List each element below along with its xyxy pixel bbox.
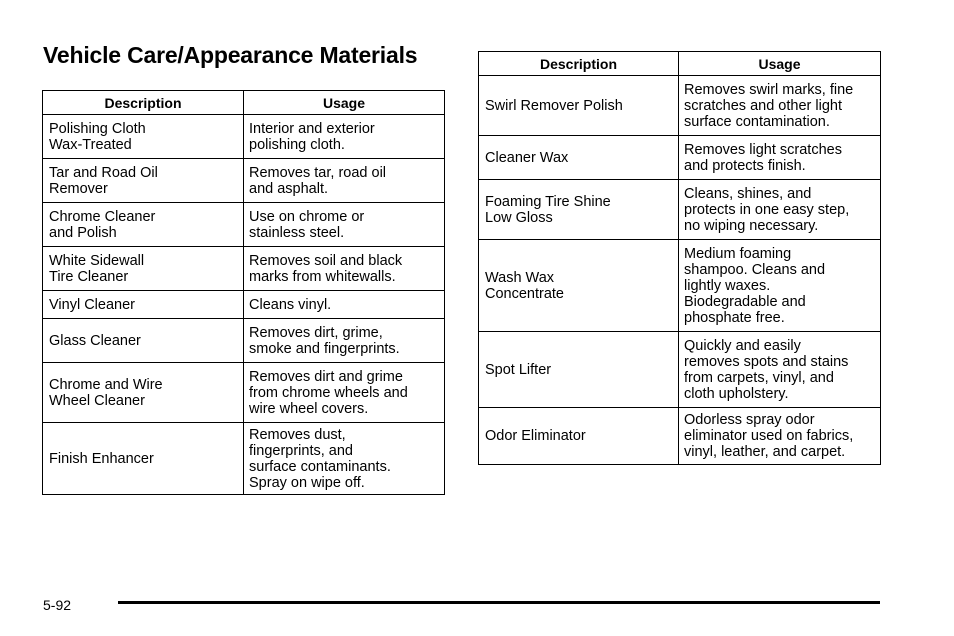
description-cell: Spot Lifter <box>479 332 679 408</box>
table-row <box>43 115 445 159</box>
usage-cell: Use on chrome or stainless steel. <box>244 203 445 247</box>
table-row <box>43 319 445 363</box>
table-row <box>479 76 881 136</box>
description-column-header: Description <box>479 52 679 76</box>
footer-rule <box>118 601 880 604</box>
page-number: 5-92 <box>43 597 72 613</box>
description-cell: White Sidewall Tire Cleaner <box>43 247 244 291</box>
description-cell: Foaming Tire Shine Low Gloss <box>479 180 679 240</box>
table-row <box>43 291 445 319</box>
usage-cell: Removes swirl marks, fine scratches and other light surface contamination. <box>679 76 881 136</box>
table-row <box>43 247 445 291</box>
usage-cell: Cleans vinyl. <box>244 291 445 319</box>
usage-cell: Removes soil and black marks from whitewalls. <box>244 247 445 291</box>
description-cell: Tar and Road Oil Remover <box>43 159 244 203</box>
table-row <box>479 408 881 465</box>
description-cell: Polishing Cloth Wax-Treated <box>43 115 244 159</box>
table-row <box>479 332 881 408</box>
description-cell: Chrome and Wire Wheel Cleaner <box>43 363 244 423</box>
usage-cell: Removes light scratches and protects finish. <box>679 136 881 180</box>
description-cell: Wash Wax Concentrate <box>479 240 679 332</box>
table-row <box>479 180 881 240</box>
description-cell: Finish Enhancer <box>43 423 244 495</box>
usage-column-header: Usage <box>679 52 881 76</box>
materials-table-left <box>42 90 445 495</box>
description-cell: Odor Eliminator <box>479 408 679 465</box>
usage-cell: Interior and exterior polishing cloth. <box>244 115 445 159</box>
table-row <box>479 240 881 332</box>
usage-cell: Medium foaming shampoo. Cleans and lightly waxes. Biodegradable and phosphate free. <box>679 240 881 332</box>
usage-column-header: Usage <box>244 91 445 115</box>
table-row <box>479 136 881 180</box>
table-header-row <box>43 91 445 115</box>
page-title: Vehicle Care/Appearance Materials <box>43 42 418 68</box>
usage-cell: Removes tar, road oil and asphalt. <box>244 159 445 203</box>
usage-cell: Quickly and easily removes spots and stains from carpets, vinyl, and cloth upholstery. <box>679 332 881 408</box>
usage-cell: Cleans, shines, and protects in one easy step, no wiping necessary. <box>679 180 881 240</box>
materials-table-right <box>478 51 881 465</box>
usage-cell: Removes dirt and grime from chrome wheels and wire wheel covers. <box>244 363 445 423</box>
table-row <box>43 423 445 495</box>
usage-cell: Removes dust, fingerprints, and surface contaminants. Spray on wipe off. <box>244 423 445 495</box>
table-row <box>43 159 445 203</box>
description-cell: Chrome Cleaner and Polish <box>43 203 244 247</box>
description-cell: Vinyl Cleaner <box>43 291 244 319</box>
description-cell: Swirl Remover Polish <box>479 76 679 136</box>
description-cell: Glass Cleaner <box>43 319 244 363</box>
table-header-row <box>479 52 881 76</box>
table-row <box>43 363 445 423</box>
usage-cell: Removes dirt, grime, smoke and fingerprints. <box>244 319 445 363</box>
usage-cell: Odorless spray odor eliminator used on fabrics, vinyl, leather, and carpet. <box>679 408 881 465</box>
description-column-header: Description <box>43 91 244 115</box>
table-row <box>43 203 445 247</box>
description-cell: Cleaner Wax <box>479 136 679 180</box>
